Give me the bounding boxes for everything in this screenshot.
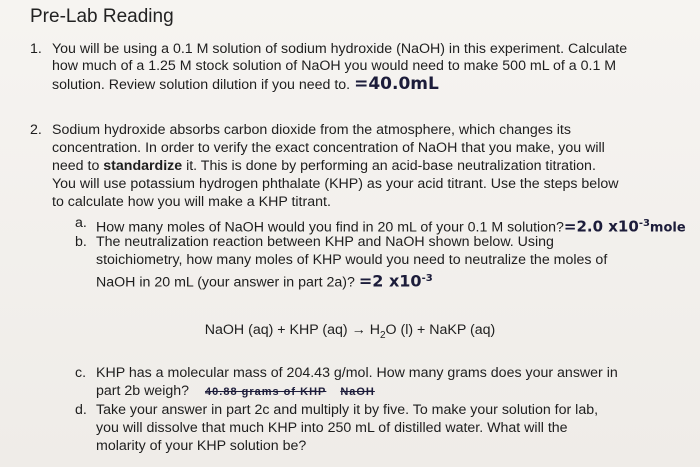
question-2-line-3 [52,158,596,176]
question-2-number: 2. [30,122,42,138]
question-1-handwritten-answer: =40.0mL [354,74,439,94]
question-1-line-3 [52,76,439,95]
right-arrow-icon: → [351,322,366,338]
part-c-letter: c. [75,365,87,381]
part-a-letter: a. [75,215,87,231]
question-1-line-1: You will be using a 0.1 M solution of sodium hydroxide (NaOH) in this experiment. Calculate [52,41,628,57]
equation-lhs: NaOH (aq) + KHP (aq) [204,322,352,338]
question-2-line-2: concentration. In order to verify the exact concentration of NaOH that you make, you will [52,140,605,156]
part-b-line-3 [96,270,433,292]
equation-subscript: 2 [379,329,386,341]
part-a-exponent: -3 [638,218,650,229]
part-b-line-1: The neutralization reaction between KHP and NaOH shown below. Using [96,234,554,250]
part-a-handwritten-answer: =2.0 x10 [563,217,639,236]
part-a-unit: mole [649,220,686,236]
reaction-equation [0,322,700,341]
part-c-scribbled-answer: 40.88 grams of KHP [205,386,327,398]
part-d-line-3: molarity of your KHP solution be? [96,438,307,454]
part-d-letter: d. [75,402,87,418]
equation-rhs-1: H [365,322,380,338]
question-2-line-4: You will use potassium hydrogen phthalate (KHP) as your acid titrant. Use the steps below [52,176,619,192]
part-c-line-1: KHP has a molecular mass of 204.43 g/mol. How many grams does your answer in [96,365,618,381]
part-b-text: NaOH in 20 mL (your answer in part 2a)? [96,274,355,291]
part-b-line-2: stoichiometry, how many moles of KHP would you need to neutralize the moles of [96,252,608,268]
part-c-text: part 2b weigh? [96,383,190,399]
question-2-line-1: Sodium hydroxide absorbs carbon dioxide from the atmosphere, which changes its [52,122,571,138]
part-d-line-2: you will dissolve that much KHP into 250 mL of distilled water. What will the [96,420,568,436]
page-title: Pre-Lab Reading [30,6,174,27]
part-c-scribbled-answer-2: NaOH [340,386,375,398]
question-1-number: 1. [30,41,42,57]
standardize-emphasis: standardize [103,158,183,174]
part-b-exponent: -3 [421,273,433,284]
part-d-line-1: Take your answer in part 2c and multiply it by five. To make your solution for lab, [96,402,599,418]
question-1-line-2: how much of a 1.25 M stock solution of NaOH you would need to make 500 mL of a 0.1 M [52,58,617,74]
question-2-line-3a: need to [52,158,104,174]
equation-rhs-2: O (l) + NaKP (aq) [385,322,496,338]
question-1-line-3-text: solution. Review solution dilution if you need to. [52,77,351,93]
question-2-line-5: to calculate how you will make a KHP titrant. [52,194,331,210]
part-b-handwritten-answer: =2 x10 [358,271,422,291]
question-2-line-3c: it. This is done by performing an acid-base neutralization titration. [182,158,596,174]
part-c-line-2 [96,383,375,402]
part-b-letter: b. [75,234,87,250]
part-a-text: How many moles of NaOH would you find in 20 mL of your 0.1 M solution? [96,219,564,236]
